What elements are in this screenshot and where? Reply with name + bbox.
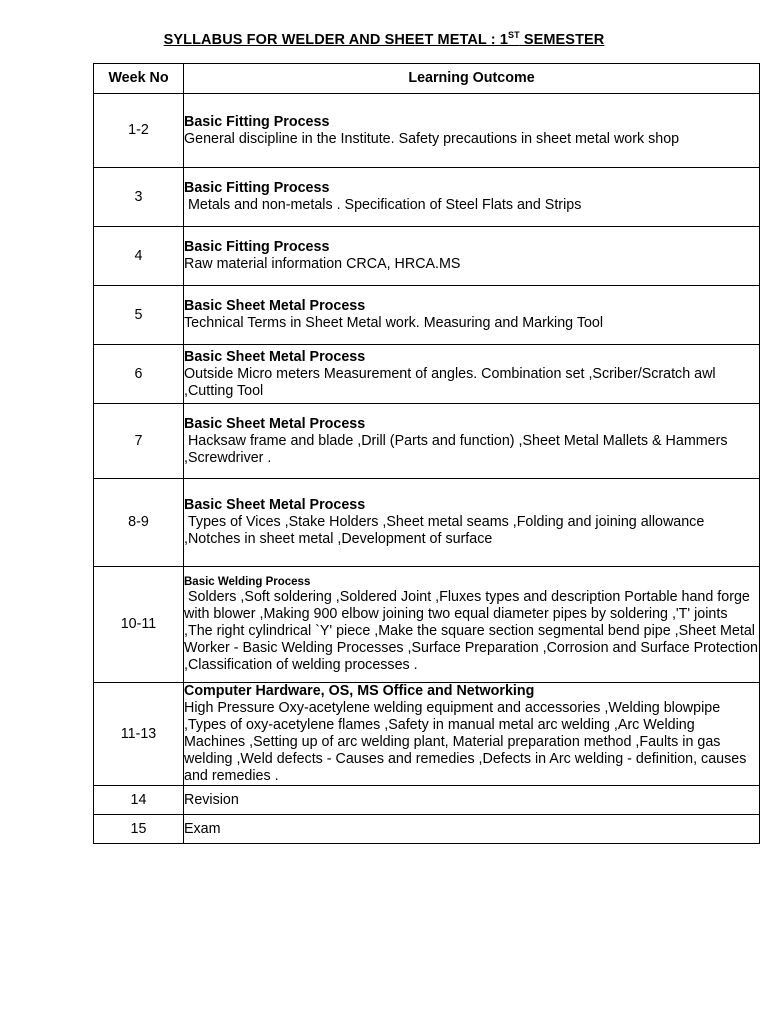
header-week-no: Week No <box>94 64 184 94</box>
topic-description: Outside Micro meters Measurement of angles. Combination set ,Scriber/Scratch awl ,Cutting Tool <box>184 365 720 399</box>
table-row <box>94 227 760 286</box>
week-cell: 15 <box>94 815 184 844</box>
table-row <box>94 168 760 227</box>
table-row <box>94 567 760 683</box>
outcome-cell <box>184 683 760 786</box>
topic-description: Raw material information CRCA, HRCA.MS <box>184 256 461 272</box>
outcome-cell <box>184 286 760 345</box>
week-cell: 6 <box>94 345 184 404</box>
week-cell: 8-9 <box>94 479 184 567</box>
outcome-cell <box>184 345 760 404</box>
week-cell: 11-13 <box>94 683 184 786</box>
topic-title: Basic Sheet Metal Process <box>184 415 366 432</box>
outcome-cell <box>184 94 760 168</box>
title-superscript: ST <box>507 30 520 40</box>
topic-title: Basic Fitting Process <box>184 239 330 255</box>
title-tail: SEMESTER <box>519 32 605 48</box>
topic-description: Revision <box>184 791 239 808</box>
topic-description: Types of Vices ,Stake Holders ,Sheet metal seams ,Folding and joining allowance ,Notches in sheet metal ,Development of surface <box>184 514 709 547</box>
table-row <box>94 479 760 567</box>
outcome-cell <box>184 786 760 815</box>
week-cell: 7 <box>94 404 184 479</box>
table-row <box>94 94 760 168</box>
topic-title: Basic Welding Process <box>184 575 311 588</box>
week-cell: 1-2 <box>94 94 184 168</box>
topic-title: Basic Sheet Metal Process <box>184 348 366 365</box>
topic-description: High Pressure Oxy-acetylene welding equipment and accessories ,Welding blowpipe ,Types of oxy-acetylene flames ,Safety in manual metal arc welding ,Arc Welding Machines ,Setting up of arc welding plant, Material preparation method ,Faults in gas welding ,Weld defects - Causes and remedies ,Defects in Arc welding - definition, causes and remedies . <box>184 700 751 784</box>
week-cell: 10-11 <box>94 567 184 683</box>
week-cell: 3 <box>94 168 184 227</box>
table-row <box>94 345 760 404</box>
topic-title: Basic Sheet Metal Process <box>184 298 366 314</box>
table-row <box>94 404 760 479</box>
outcome-cell <box>184 227 760 286</box>
table-row <box>94 815 760 844</box>
topic-description: Solders ,Soft soldering ,Soldered Joint ,Fluxes types and description Portable hand forge with blower ,Making 900 elbow joining two equal diameter pipes by soldering ,'T' joints ,The right cylindrical `Y' piece ,Make the square section segmental bend pipe ,Sheet Metal Worker - Basic Welding Processes ,Surface Preparation ,Corrosion and Surface Protection ,Classification of welding processes . <box>184 588 762 673</box>
syllabus-table <box>93 63 760 844</box>
outcome-cell <box>184 815 760 844</box>
header-learning-outcome: Learning Outcome <box>184 64 760 94</box>
table-header-row <box>94 64 760 94</box>
document-title <box>0 32 768 48</box>
week-cell: 4 <box>94 227 184 286</box>
week-cell: 5 <box>94 286 184 345</box>
topic-description: Metals and non-metals . Specification of Steel Flats and Strips <box>184 197 582 213</box>
week-cell: 14 <box>94 786 184 815</box>
outcome-cell <box>184 404 760 479</box>
topic-description: Hacksaw frame and blade ,Drill (Parts and function) ,Sheet Metal Mallets & Hammers ,Screwdriver . <box>184 432 732 466</box>
table-row <box>94 786 760 815</box>
topic-title: Basic Fitting Process <box>184 113 330 130</box>
topic-description: General discipline in the Institute. Safety precautions in sheet metal work shop <box>184 130 680 147</box>
table-row <box>94 286 760 345</box>
outcome-cell <box>184 479 760 567</box>
title-main: SYLLABUS FOR WELDER AND SHEET METAL : 1 <box>163 32 508 48</box>
topic-title: Computer Hardware, OS, MS Office and Networking <box>184 683 535 699</box>
topic-title: Basic Fitting Process <box>184 180 330 196</box>
topic-description: Exam <box>184 820 221 837</box>
table-row <box>94 683 760 786</box>
topic-description: Technical Terms in Sheet Metal work. Measuring and Marking Tool <box>184 315 604 331</box>
outcome-cell <box>184 168 760 227</box>
outcome-cell <box>184 567 760 683</box>
topic-title: Basic Sheet Metal Process <box>184 497 366 513</box>
